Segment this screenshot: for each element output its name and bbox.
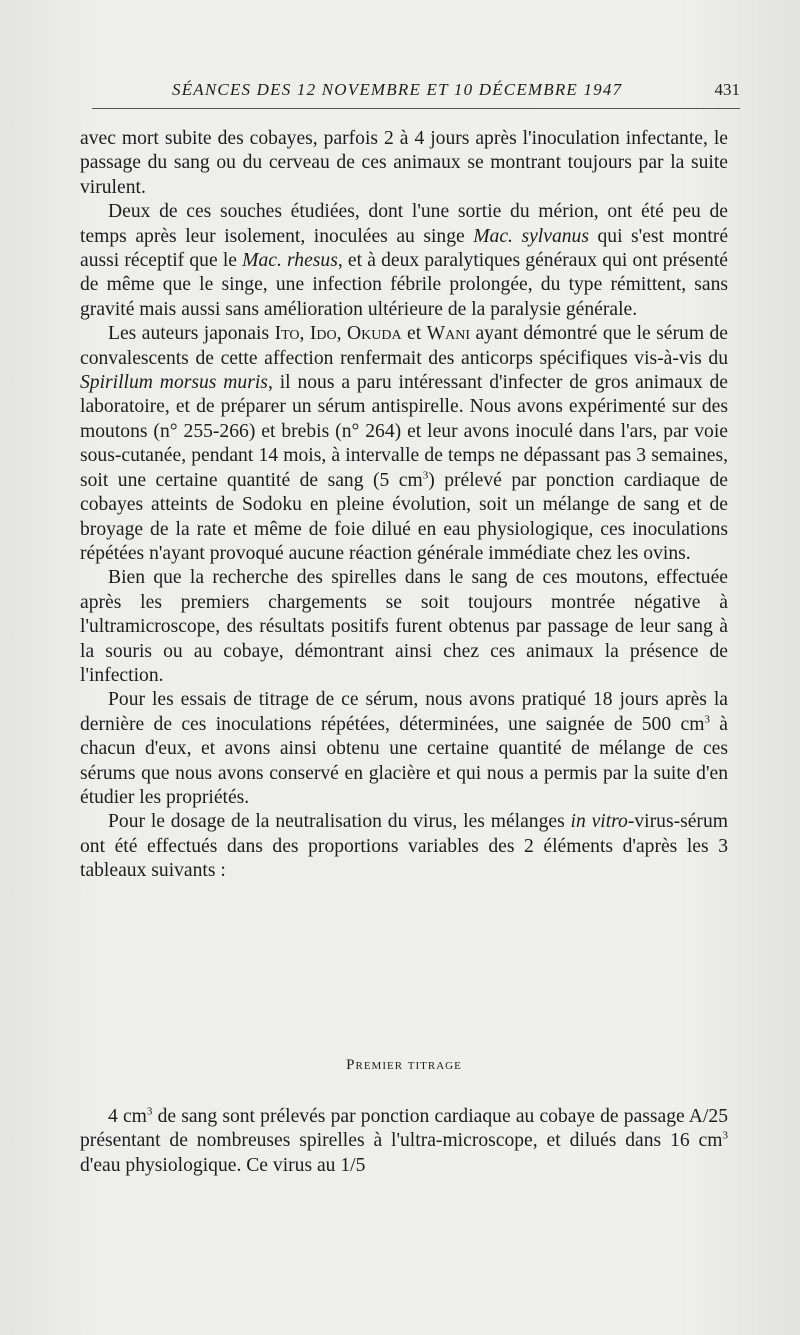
paragraph-7: 4 $cm^3$ de sang sont prélevés par ponction cardiaque au cobaye de passage A/25 présentant de nombreuses spirelles à l'ultra-microscope, et dilués dans 16 $cm^3$ d'eau physiologique. Ce virus au 1/5 [80,1105,728,1176]
paragraph-3: Les auteurs japonais Ito, Ido, Okuda et Wani ayant démontré que le sérum de convalescents de cette affection renfermait des anticorps spécifiques vis-à-vis du Spirillum morsus muris, il nous a paru intéressant d'infecter de gros animaux de laboratoire, et de préparer un sérum antispirelle. Nous avons expérimenté sur des moutons (n° 255-266) et brebis (n° 264) et leur avons inoculé dans l'ars, par voie sous-cutanée, pendant 14 mois, à intervalle de temps ne dépassant pas 3 semaines, soit une certaine quantité de sang (5 $cm^3$) prélevé par ponction cardiaque de cobayes atteints de Sodoku en pleine évolution, soit un mélange de sang et de broyage de la rate et même de foie dilué en eau physiologique, ces inoculations répétées n'ayant provoqué aucune réaction générale immédiate chez les ovins. [80,323,729,564]
paragraph-4: Bien que la recherche des spirelles dans le sang de ces moutons, effectuée après les premiers chargements se soit toujours montrée négative à l'ultramicroscope, des résultats positifs furent obtenus par passage de leur sang à la souris ou au cobaye, démontrant ainsi chez ces animaux la présence de l'infection. [80,567,728,686]
running-title: SÉANCES DES 12 NOVEMBRE ET 10 DÉCEMBRE 1947 [172,80,623,99]
author-ido: Ido [309,323,337,345]
page-number: 431 [714,80,740,99]
in-vitro: in vitro [570,811,628,833]
header-rule [92,108,740,109]
final-paragraph [80,1105,728,1178]
section-title: Premier titrage [346,1057,462,1073]
species-spirillum: Spirillum morsus muris [80,372,268,394]
main-text [80,127,728,884]
paragraph-1: avec mort subite des cobayes, parfois 2 à 4 jours après l'inoculation infectante, le passage du sang ou du cerveau de ces animaux se montrant toujours par la suite virulent. [80,128,728,198]
paragraph-2: Deux de ces souches étudiées, dont l'une sortie du mérion, ont été peu de temps après leur isolement, inoculées au singe Mac. sylvanus qui s'est montré aussi réceptif que le Mac. rhesus, et à deux paralytiques généraux qui ont présenté de même que le singe, une infection fébrile prolongée, du type rémittent, sans gravité mais aussi sans amélioration ultérieure de la paralysie générale. [80,201,729,320]
paragraph-6: Pour le dosage de la neutralisation du virus, les mélanges in vitro-virus-sérum ont été effectués dans des proportions variables des 2 éléments d'après les 3 tableaux suivants : [80,811,728,882]
species-rhesus: Mac. rhesus [242,250,338,272]
author-wani: Wani [426,323,471,345]
running-header [80,80,740,110]
author-ito: Ito [274,323,300,345]
paragraph-5: Pour les essais de titrage de ce sérum, nous avons pratiqué 18 jours après la dernière de ces inoculations répétées, déterminées, une saignée de 500 $cm^3$ à chacun d'eux, et avons ainsi obtenu une certaine quantité de mélange de ces sérums que nous avons conservé en glacière et qui nous a permis par la suite d'en étudier les propriétés. [80,689,728,808]
author-okuda: Okuda [346,323,402,345]
species-sylvanus: Mac. sylvanus [473,225,589,247]
